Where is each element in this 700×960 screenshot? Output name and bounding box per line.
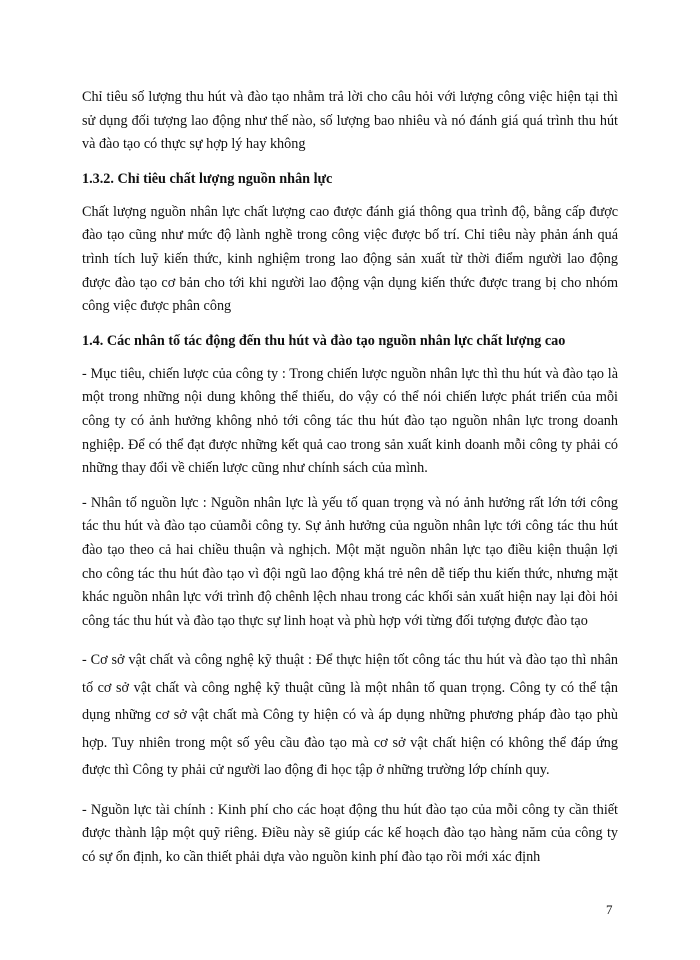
paragraph-quality-indicator: Chất lượng nguồn nhân lực chất lượng cao được đánh giá thông qua trình độ, bằng cấp được đào tạo cũng như mức độ lành nghề trong công việc được bố trí. Chỉ tiêu này phản ánh quá trình tích luỹ kiến thức, kinh nghiệm trong lao động sản xuất từ thời điểm người lao động được đào tạo cơ bản cho tới khi người lao động vận dụng kiến thức được trang bị cho nhóm công việc được phân công: [82, 203, 618, 315]
heading-1-3-2: 1.3.2. Chỉ tiêu chất lượng nguồn nhân lực: [82, 170, 333, 187]
paragraph-facilities-factor: - Cơ sở vật chất và công nghệ kỹ thuật : Để thực hiện tốt công tác thu hút và đào tạo thì nhân tố cơ sở vật chất và công nghệ kỹ thuật cũng là một nhân tố quan trọng. Công ty có thể tận dụng những cơ sở vật chất mà Công ty hiện có và áp dụng những phương pháp đào tạo phù hợp. Tuy nhiên trong một số yêu cầu đào tạo mà cơ sở vật chất hiện có không thể đáp ứng được thì Công ty phải cử người lao động đi học tập ở những trường lớp chính quy.: [82, 652, 618, 779]
heading-1-4: 1.4. Các nhân tố tác động đến thu hút và đào tạo nguồn nhân lực chất lượng cao: [82, 332, 566, 349]
paragraph-finance-factor: - Nguồn lực tài chính : Kinh phí cho các hoạt động thu hút đào tạo của mỗi công ty cần thiết được thành lập một quỹ riêng. Điều này sẽ giúp các kế hoạch đào tạo hàng năm của công ty có sự ổn định, ko cần thiết phải dựa vào nguồn kinh phí đào tạo rồi mới xác định: [82, 801, 618, 865]
page-content: [82, 86, 618, 870]
page-number: 7: [606, 902, 613, 917]
paragraph-human-resource-factor: - Nhân tố nguồn lực : Nguồn nhân lực là yếu tố quan trọng và nó ảnh hưởng rất lớn tới công tác thu hút và đào tạo củamỗi công ty. Sự ảnh hưởng của nguồn nhân lực tới công tác thu hút đào tạo theo cả hai chiều thuận và nghịch. Một mặt nguồn nhân lực tạo điều kiện thuận lợi cho công tác thu hút đào tạo vì đội ngũ lao động khá trẻ nên dễ tiếp thu kiến thức, nhưng mặt khác nguồn nhân lực với trình độ chênh lệch nhau trong các khối sản xuất hiện nay lại đòi hỏi công tác thu hút và đào tạo thực sự linh hoạt và phù hợp với từng đối tượng được đào tạo: [82, 494, 618, 629]
paragraph-strategy-factor: - Mục tiêu, chiến lược của công ty : Trong chiến lược nguồn nhân lực thì thu hút và đào tạo là một trong những nội dung không thể thiếu, do vậy có thể nói chiến lược phát triển của mỗi công ty có ảnh hưởng không nhỏ tới công tác thu hút đào tạo nguồn nhân lực trong doanh nghiệp. Để có thể đạt được những kết quả cao trong sản xuất kinh doanh mỗi công ty phải có những thay đổi về chiến lược cũng như chính sách của mình.: [82, 365, 618, 477]
paragraph-quantity-indicator: Chỉ tiêu số lượng thu hút và đào tạo nhằm trả lời cho câu hỏi với lượng công việc hiện tại thì sử dụng đối tượng lao động như thế nào, số lượng bao nhiêu và nó đánh giá quá trình thu hút và đào tạo có thực sự hợp lý hay không: [82, 89, 618, 153]
